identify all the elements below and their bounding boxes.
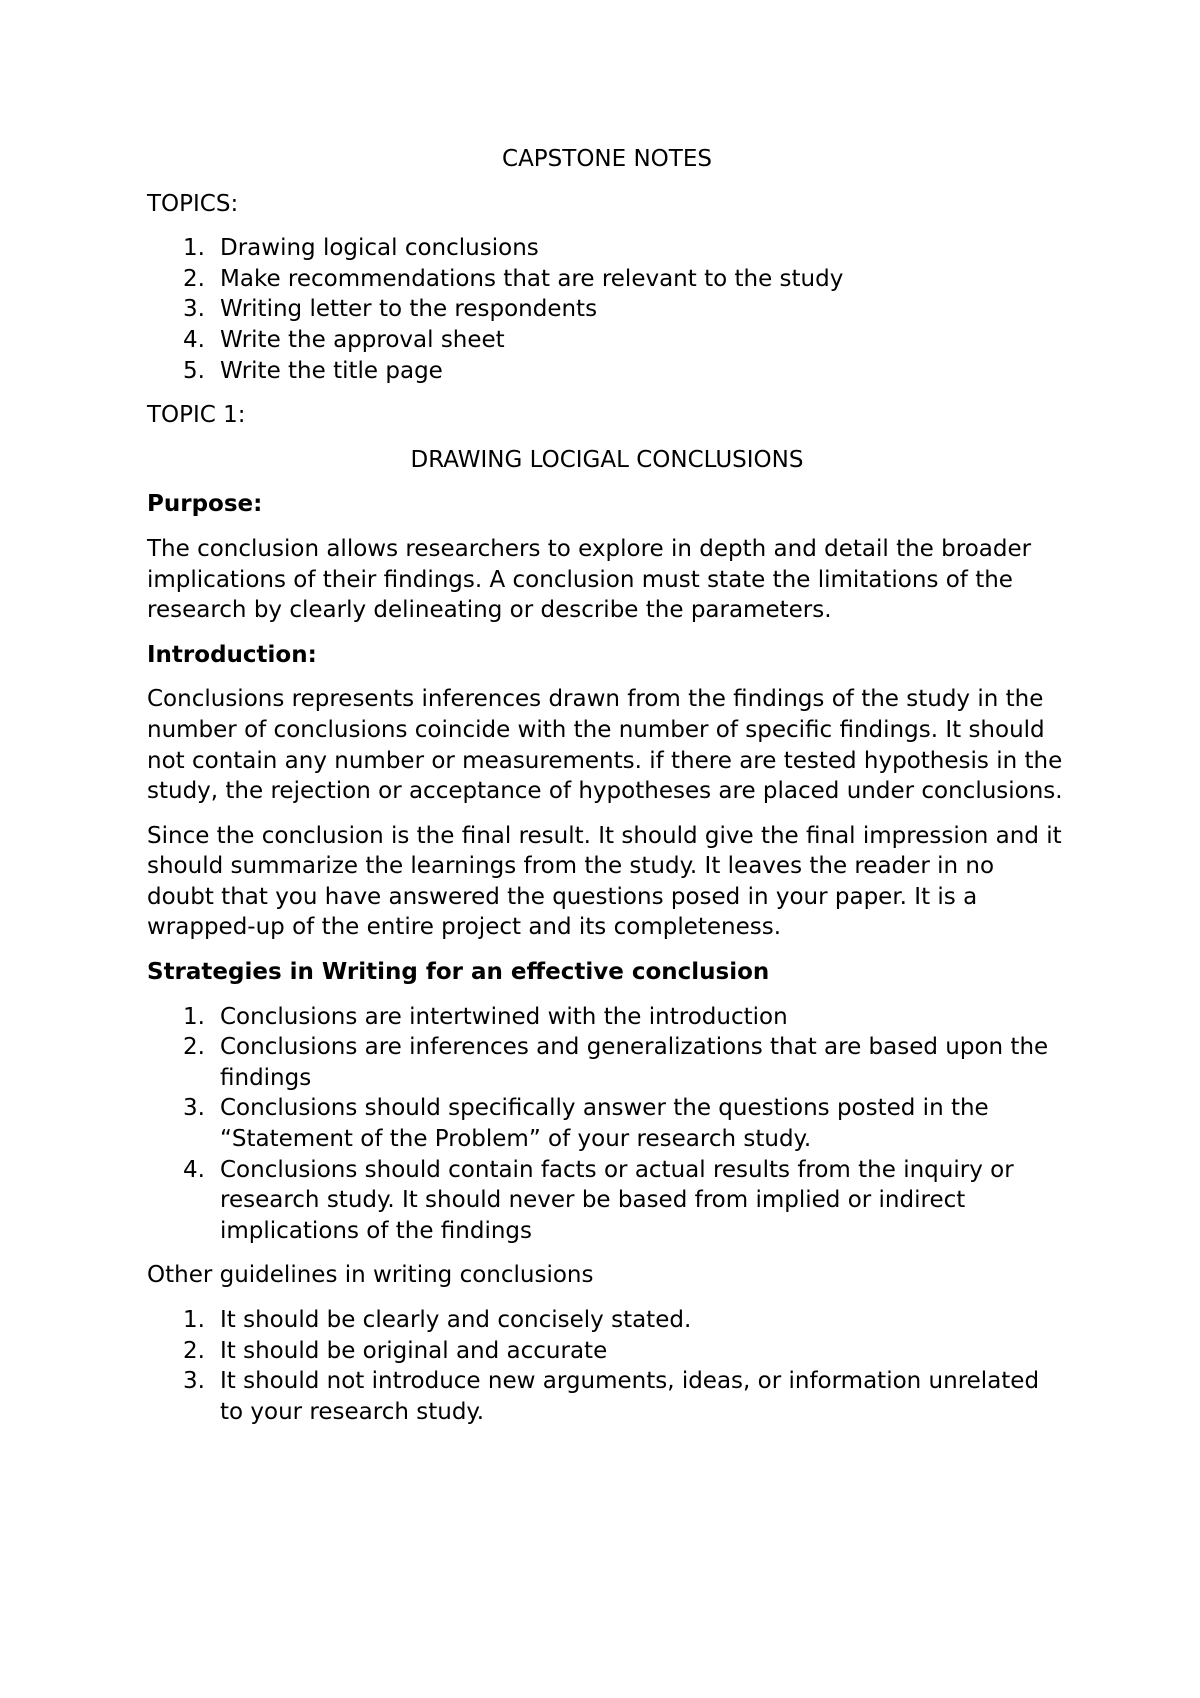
list-item-text: Conclusions should specifically answer the questions posted in the “Statement of the Problem” of your research study.	[220, 1095, 989, 1153]
topics-label: TOPICS:	[147, 190, 239, 217]
topic1-heading: DRAWING LOCIGAL CONCLUSIONS	[410, 446, 804, 473]
list-item-text: It should be clearly and concisely stated.	[220, 1307, 692, 1333]
list-number: 4.	[183, 1156, 205, 1183]
list-item	[147, 1002, 1067, 1033]
list-item-text: It should be original and accurate	[220, 1337, 608, 1364]
list-item	[147, 325, 1067, 356]
introduction-paragraph-2: Since the conclusion is the final result. It should give the final impression and it should summarize the learnings from the study. It leaves the reader in no doubt that you have answered the questions posed in your paper. It is a wrapped-up of the entire project and its completeness.	[147, 822, 1062, 941]
list-number: 2.	[183, 265, 205, 292]
list-number: 5.	[183, 357, 205, 384]
list-number: 4.	[183, 326, 205, 353]
list-item	[147, 233, 1067, 264]
purpose-heading: Purpose:	[147, 491, 263, 518]
list-item	[147, 1336, 1067, 1367]
list-item-text: Write the title page	[220, 357, 443, 384]
list-item	[147, 1032, 1067, 1093]
list-number: 2.	[183, 1337, 205, 1364]
list-item	[147, 294, 1067, 325]
introduction-paragraph-1: Conclusions represents inferences drawn from the findings of the study in the number of conclusions coincide with the number of specific findings. It should not contain any number or measurements. if there are tested hypothesis in the study, the rejection or acceptance of hypotheses are placed under conclusions.	[147, 686, 1063, 805]
list-item-text: Conclusions are intertwined with the introduction	[220, 1003, 788, 1030]
list-item-text: Conclusions should contain facts or actual results from the inquiry or research study. It should never be based from implied or indirect implications of the findings	[220, 1156, 1014, 1244]
list-number: 2.	[183, 1034, 205, 1061]
list-item-text: Conclusions are inferences and generalizations that are based upon the findings	[220, 1034, 1049, 1091]
list-number: 3.	[183, 1368, 205, 1395]
list-item	[147, 1155, 1067, 1247]
document-content	[147, 144, 1067, 1427]
guidelines-list	[147, 1305, 1067, 1427]
list-number: 3.	[183, 296, 205, 323]
strategies-heading: Strategies in Writing for an effective conclusion	[147, 959, 770, 986]
list-item	[147, 1366, 1067, 1427]
list-item-text: Writing letter to the respondents	[220, 296, 598, 323]
list-item	[147, 264, 1067, 295]
list-item-text: It should not introduce new arguments, ideas, or information unrelated to your research study.	[220, 1368, 1040, 1425]
purpose-paragraph: The conclusion allows researchers to explore in depth and detail the broader implications of their findings. A conclusion must state the limitations of the research by clearly delineating or describe the parameters.	[147, 535, 1032, 624]
strategies-list	[147, 1002, 1067, 1247]
list-number: 1.	[183, 1307, 205, 1333]
list-item-text: Write the approval sheet	[220, 326, 505, 353]
topic1-label: TOPIC 1:	[147, 402, 246, 429]
list-number: 3.	[183, 1095, 205, 1122]
list-number: 1.	[183, 1003, 205, 1030]
list-item	[147, 1093, 1067, 1154]
introduction-heading: Introduction:	[147, 641, 317, 668]
list-item	[147, 1305, 1067, 1336]
list-number: 1.	[183, 235, 205, 262]
list-item-text: Drawing logical conclusions	[220, 235, 539, 262]
guidelines-heading: Other guidelines in writing conclusions	[147, 1262, 594, 1289]
topics-list	[147, 233, 1067, 386]
document-title: CAPSTONE NOTES	[502, 146, 712, 172]
list-item-text: Make recommendations that are relevant to the study	[220, 265, 844, 292]
list-item	[147, 356, 1067, 387]
